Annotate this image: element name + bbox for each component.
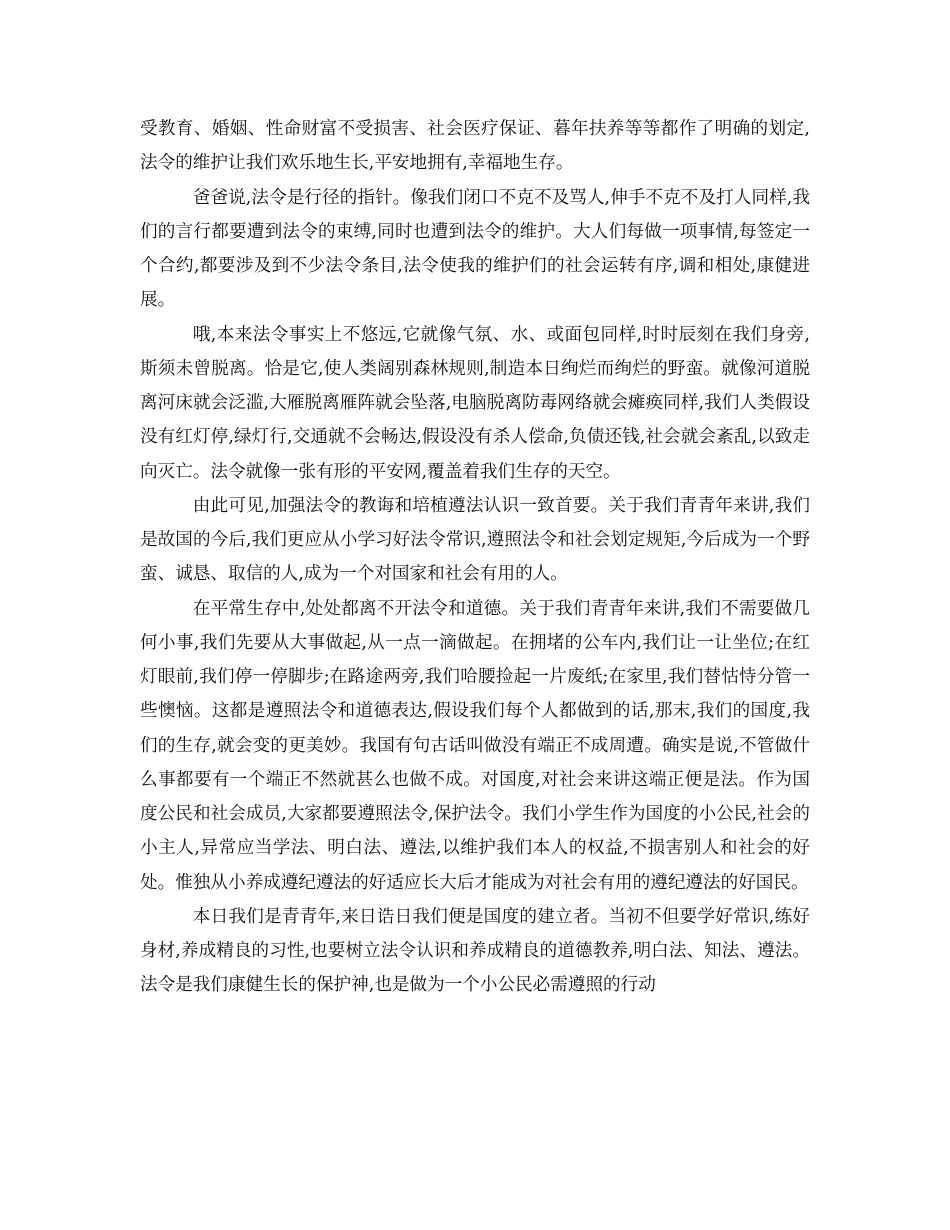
document-body: [140, 112, 810, 1003]
paragraph-father-says: 爸爸说,法令是行径的指针。像我们闭口不克不及骂人,伸手不克不及打人同样,我们的言行都要遭到法令的束缚,同时也遭到法令的维护。大人们每做一项事情,每签定一个合约,都要涉及到不少法令条目,法令使我的维护们的社会运转有序,调和相处,康健进展。: [140, 187, 810, 311]
paragraph-future-builders: 本日我们是青青年,来日诰日我们便是国度的建立者。当初不但要学好常识,练好身材,养成精良的习性,也要树立法令认识和养成精良的道德教养,明白法、知法、遵法。法令是我们康健生长的保护神,也是做为一个小公民必需遵照的行动: [140, 906, 810, 996]
paragraph-law-is-near: 哦,本来法令事实上不悠远,它就像气氛、水、或面包同样,时时辰刻在我们身旁,斯须未曾脱离。恰是它,使人类阔别森林规则,制造本日绚烂而绚烂的野蛮。就像河道脱离河床就会泛滥,大雁脱离雁阵就会坠落,电脑脱离防毒网络就会瘫痪同样,我们人类假设没有红灯停,绿灯行,交通就不会畅达,假设没有杀人偿命,负债还钱,社会就会紊乱,以致走向灭亡。法令就像一张有形的平安网,覆盖着我们生存的天空。: [140, 324, 810, 482]
paragraph-daily-life: 在平常生存中,处处都离不开法令和道德。关于我们青青年来讲,我们不需要做几何小事,我们先要从大事做起,从一点一滴做起。在拥堵的公车内,我们让一让坐位;在红灯眼前,我们停一停脚步;在路途两旁,我们哈腰捡起一片废纸;在家里,我们替怙恃分管一些懊恼。这都是遵照法令和道德表达,假设我们每个人都做到的话,那末,我们的国度,我们的生存,就会变的更美妙。我国有句古话叫做没有端正不成周遭。确实是说,不管做什么事都要有一个端正不然就甚么也做不成。对国度,对社会来讲这端正便是法。作为国度公民和社会成员,大家都要遵照法令,保护法令。我们小学生作为国度的小公民,社会的小主人,异常应当学法、明白法、遵法,以维护我们本人的权益,不损害别人和社会的好处。惟独从小养成遵纪遵法的好适应长大后才能成为对社会有用的遵纪遵法的好国民。: [140, 598, 810, 893]
paragraph-continuation: 受教育、婚姻、性命财富不受损害、社会医疗保证、暮年扶养等等都作了明确的划定,法令的维护让我们欢乐地生长,平安地拥有,幸福地生存。: [140, 119, 810, 174]
paragraph-strengthen-education: 由此可见,加强法令的教诲和培植遵法认识一致首要。关于我们青青年来讲,我们是故国的今后,我们更应从小学习好法令常识,遵照法令和社会划定规矩,今后成为一个野蛮、诚恳、取信的人,成为一个对国家和社会有用的人。: [140, 495, 810, 585]
